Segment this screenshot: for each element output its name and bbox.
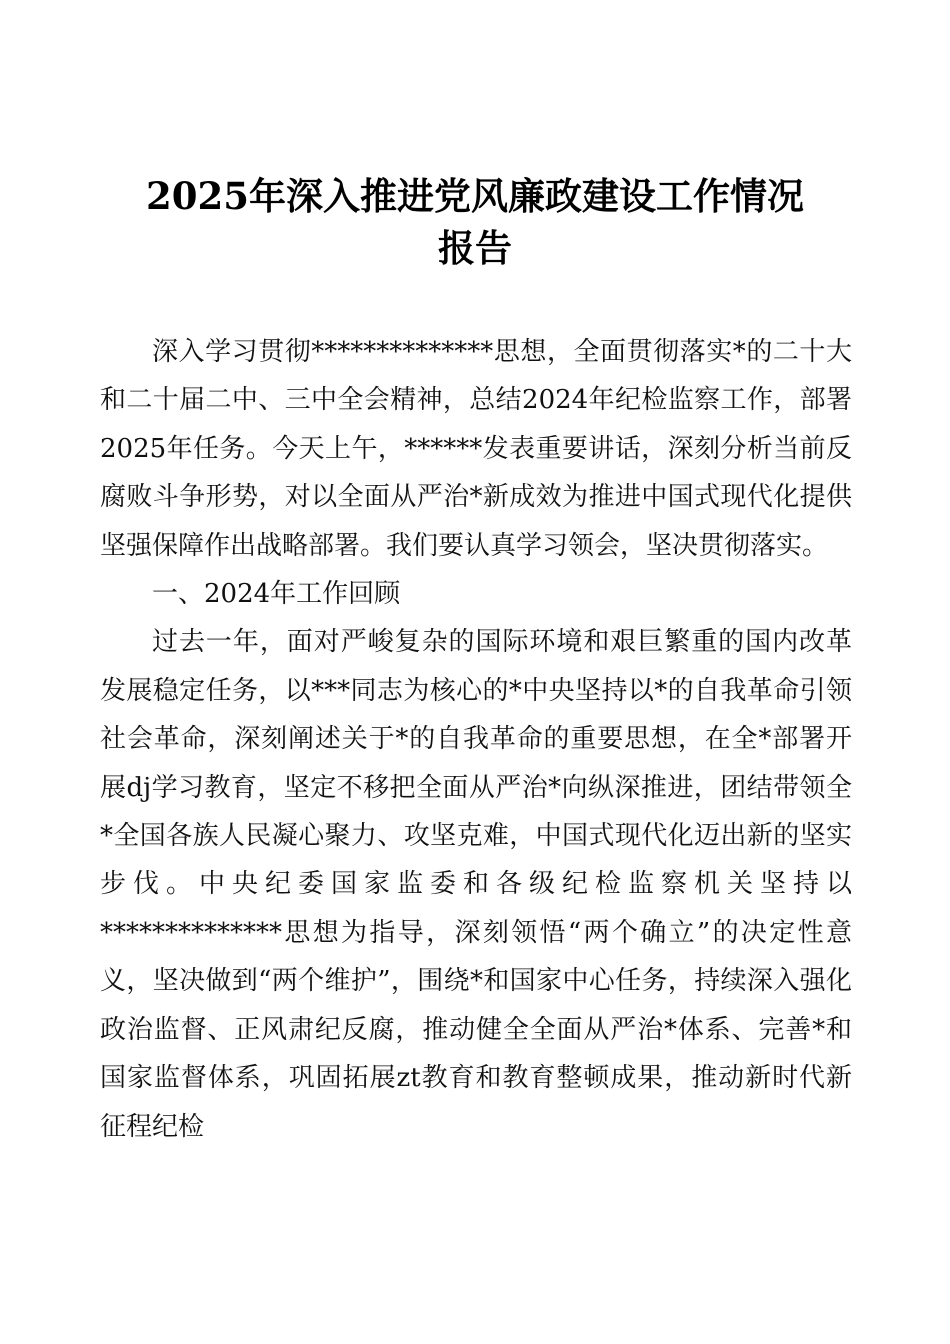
title-line-1: 2025年深入推进党风廉政建设工作情况 [146, 174, 804, 218]
document-title [100, 170, 850, 274]
review-paragraph: 过去一年，面对严峻复杂的国际环境和艰巨繁重的国内改革发展稳定任务，以***同志为核心的*中央坚持以*的自我革命引领社会革命，深刻阐述关于*的自我革命的重要思想，在全*部署开展dj学习教育，坚定不移把全面从严治*向纵深推进，团结带领全*全国各族人民凝心聚力、攻坚克难，中国式现代化迈出新的坚实步伐。中央纪委国家监委和各级纪检监察机关坚持以**************思想为指导，深刻领悟“两个确立”的决定性意义，坚决做到“两个维护”，围绕*和国家中心任务，持续深入强化政治监督、正风肃纪反腐，推动健全全面从严治*体系、完善*和国家监督体系，巩固拓展zt教育和教育整顿成果，推动新时代新征程纪检 [100, 627, 852, 1142]
section-heading: 一、2024年工作回顾 [152, 579, 401, 610]
intro-paragraph: 深入学习贯彻**************思想，全面贯彻落实*的二十大和二十届二中、三中全会精神，总结2024年纪检监察工作，部署2025年任务。今天上午，******发表重要讲话，深刻分析当前反腐败斗争形势，对以全面从严治*新成效为推进中国式现代化提供坚强保障作出战略部署。我们要认真学习领会，坚决贯彻落实。 [100, 337, 852, 561]
document-body [100, 328, 852, 1151]
title-line-2: 报告 [438, 226, 512, 270]
